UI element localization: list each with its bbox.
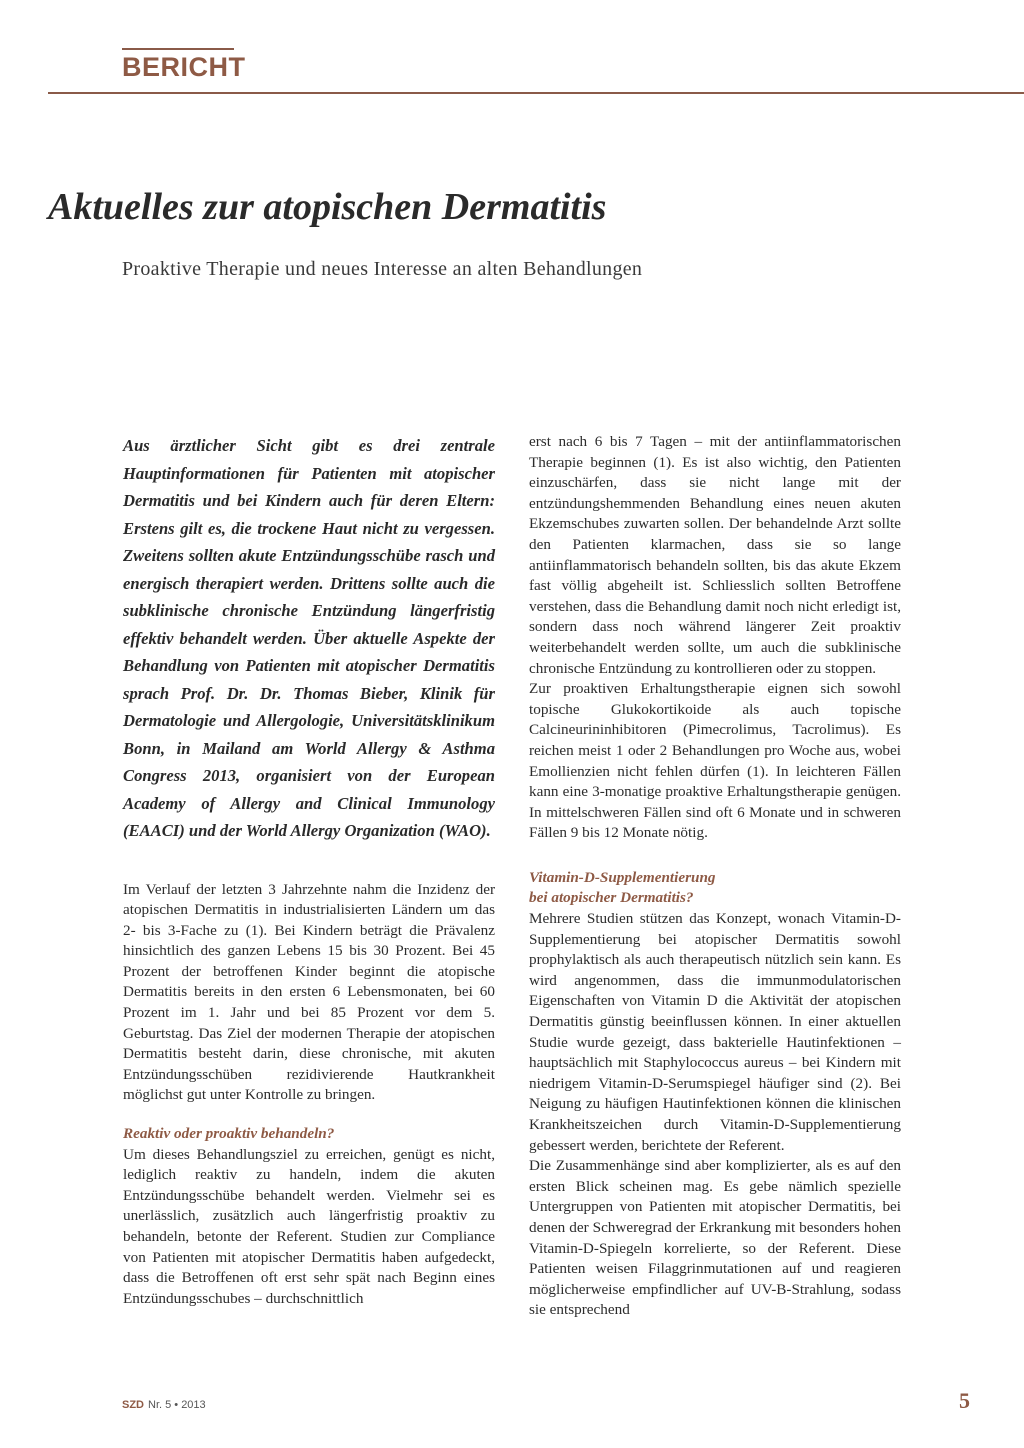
article-subtitle: Proaktive Therapie und neues Interesse an alten Behandlungen	[122, 258, 643, 280]
body-paragraph: Im Verlauf der letzten 3 Jahrzehnte nahm die Inzidenz der atopischen Dermatitis in industrialisierten Ländern um das 2- bis 3-Fache zu (1). Bei Kindern beträgt die Prävalenz hinsichtlich des ganzen Lebens 15 bis 30 Prozent. Bei 45 Prozent der betroffenen Kinder beginnt die atopische Dermatitis bereits in den ersten 6 Lebensmonaten, bei 60 Prozent im 1. Jahr und bei 85 Prozent vor dem 5. Geburtstag. Das Ziel der modernen Therapie der atopischen Dermatitis besteht darin, diese chronische, mit akuten Entzündungsschüben rezidivierende Hautkrankheit möglichst gut unter Kontrolle zu bringen.	[123, 880, 495, 1104]
left-column	[123, 432, 495, 1309]
body-paragraph: Um dieses Behandlungsziel zu erreichen, genügt es nicht, lediglich reaktiv zu handeln, indem die akuten Entzündungsschübe behandelt werden. Vielmehr sei es unerlässlich, zusätzlich auch längerfristig proaktiv zu behandeln, betonte der Referent. Studien zur Compliance von Patienten mit atopischer Dermatitis haben aufgedeckt, dass die Betroffenen oft erst sehr spät nach Beginn eines Entzündungsschubes – durchschnittlich	[123, 1145, 495, 1307]
issue-number: Nr. 5 • 2013	[148, 1399, 206, 1411]
page-number: 5	[959, 1388, 970, 1413]
body-paragraph: Zur proaktiven Erhaltungstherapie eignen sich sowohl topische Glukokortikoide als auch topische Calcineurininhibitoren (Pimecrolimus, Tacrolimus). Es reichen meist 1 oder 2 Behandlungen pro Woche aus, wobei Emollienzien nicht fehlen dürfen (1). In leichteren Fällen kann eine 3-monatige proaktive Erhaltungstherapie genügen. In mittelschweren Fällen sind oft 6 Monate und in schweren Fällen 9 bis 12 Monate nötig.	[529, 680, 901, 842]
subheading	[529, 868, 901, 909]
body-paragraph: Mehrere Studien stützen das Konzept, wonach Vitamin-D-Supplementierung bei atopischer Dermatitis sowohl prophylaktisch als auch therapeutisch nützlich sein kann. Es wird angenommen, dass die immunmodulatorischen Eigenschaften von Vitamin D die Aktivität der atopischen Dermatitis günstig beeinflussen können. In einer aktuellen Studie wurde gezeigt, dass bakterielle Hautinfektionen – hauptsächlich mit Staphylococcus aureus – bei Kindern mit niedrigem Vitamin-D-Serumspiegel häufiger sind (2). Bei Neigung zu häufigen Hautinfektionen können die klinischen Krankheitszeichen durch Vitamin-D-Supplementierung gebessert werden, berichtete der Referent.	[529, 910, 901, 1154]
body-paragraph: erst nach 6 bis 7 Tagen – mit der antiinflammatorischen Therapie beginnen (1). Es ist also wichtig, den Patienten einzuschärfen, dass sie nicht lange mit der entzündungshemmenden Behandlung eines neuen akuten Ekzemschubes zuwarten sollen. Der behandelnde Arzt sollte den Patienten klarmachen, dass sie so lange antiinflammatorisch behandeln sollten, bis das akute Ekzem fast völlig abgeheilt ist. Schliesslich sollten Betroffene verstehen, dass die Behandlung damit noch nicht erledigt ist, sondern dass noch während längerer Zeit proaktiv weiterbehandelt werden sollte, um auch die subklinische chronische Entzündung zu kontrollieren oder zu stoppen.	[529, 433, 901, 677]
header-divider	[48, 92, 1024, 94]
subheading-line: Vitamin-D-Supplementierung	[529, 868, 716, 886]
body-paragraph: Die Zusammenhänge sind aber komplizierter, als es auf den ersten Blick scheinen mag. Es gebe nämlich spezielle Untergruppen von Patienten mit atopischer Dermatitis, bei denen der Schweregrad der Erkrankung mit besonders hohen Vitamin-D-Spiegeln korrelierte, so der Referent. Diese Patienten weisen Filaggrinmutationen auf und reagieren möglicherweise empfindlicher auf UV-B-Strahlung, sodass sie entsprechend	[529, 1157, 901, 1319]
header-accent-rule	[122, 48, 234, 50]
right-column	[529, 432, 901, 1321]
subheading-line: bei atopischer Dermatitis?	[529, 889, 694, 907]
section-label: BERICHT	[122, 52, 246, 82]
article-title: Aktuelles zur atopischen Dermatitis	[48, 186, 607, 228]
footer-issue	[122, 1399, 206, 1411]
journal-brand: SZD	[122, 1399, 144, 1411]
subheading: Reaktiv oder proaktiv behandeln?	[123, 1125, 335, 1143]
lead-paragraph: Aus ärztlicher Sicht gibt es drei zentrale Hauptinformationen für Patienten mit atopischer Dermatitis und bei Kindern auch für deren Eltern: Erstens gilt es, die trockene Haut nicht zu vergessen. Zweitens sollten akute Entzündungsschübe rasch und energisch therapiert werden. Drittens sollte auch die subklinische chronische Entzündung längerfristig effektiv behandelt werden. Über aktuelle Aspekte der Behandlung von Patienten mit atopischer Dermatitis sprach Prof. Dr. Dr. Thomas Bieber, Klinik für Dermatologie und Allergologie, Universitätsklinikum Bonn, in Mailand am World Allergy & Asthma Congress 2013, organisiert von der European Academy of Allergy and Clinical Immunology (EAACI) und der World Allergy Organization (WAO).	[123, 436, 495, 840]
